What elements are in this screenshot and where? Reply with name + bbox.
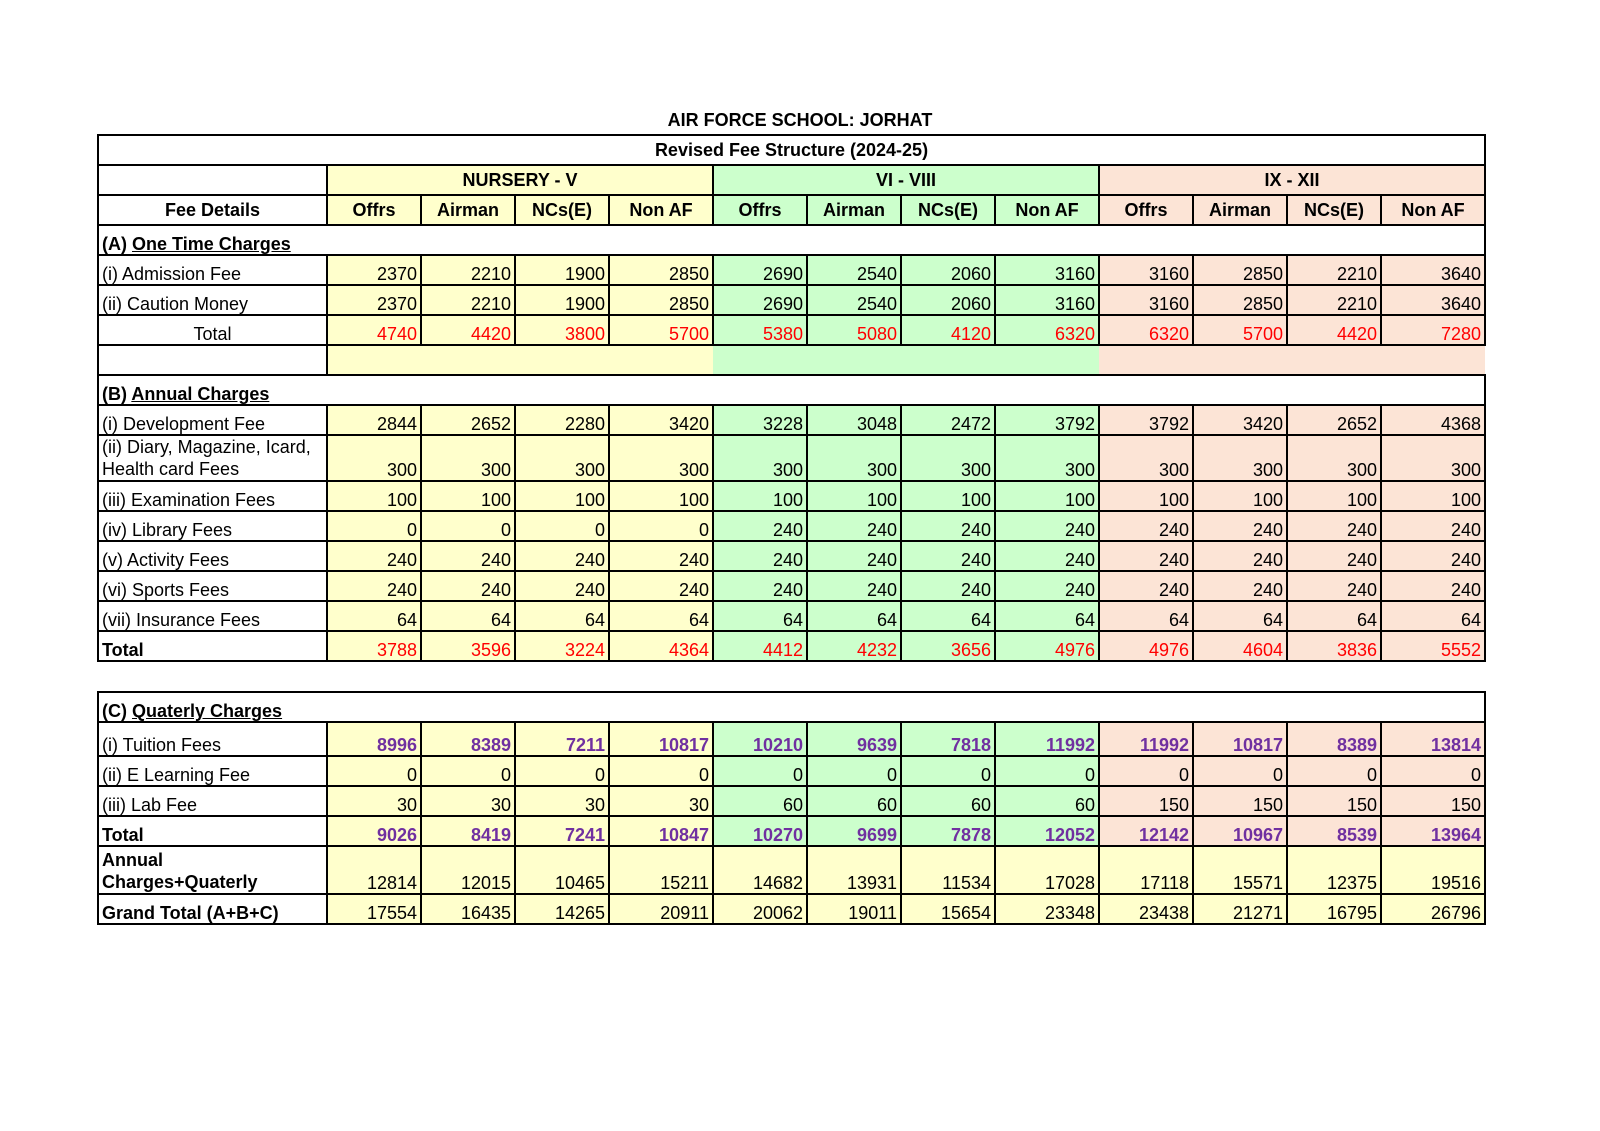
fee-value-cell: 0 (421, 511, 515, 541)
fee-value-cell: 300 (1099, 435, 1193, 481)
spacer-cell (515, 345, 609, 375)
fee-value-cell: 4604 (1193, 631, 1287, 661)
fee-value-cell: 100 (1193, 481, 1287, 511)
fee-value-cell: 2280 (515, 405, 609, 435)
fee-value-cell: 0 (327, 511, 421, 541)
fee-value-cell: 240 (609, 541, 713, 571)
fee-value-cell: 240 (901, 541, 995, 571)
fee-value-cell: 2652 (421, 405, 515, 435)
fee-value-cell: 2690 (713, 255, 807, 285)
fee-value-cell: 4412 (713, 631, 807, 661)
fee-value-cell: 64 (1099, 601, 1193, 631)
category-header: Airman (807, 195, 901, 225)
fee-value-cell: 12015 (421, 846, 515, 894)
fee-value-cell: 3792 (1099, 405, 1193, 435)
row-label: (ii) Caution Money (98, 285, 327, 315)
fee-value-cell: 3836 (1287, 631, 1381, 661)
fee-value-cell: 17118 (1099, 846, 1193, 894)
section-a-prefix: (A) (102, 234, 127, 254)
fee-value-cell: 240 (995, 511, 1099, 541)
fee-value-cell: 3788 (327, 631, 421, 661)
fee-value-cell: 30 (515, 786, 609, 816)
fee-value-cell: 300 (1193, 435, 1287, 481)
fee-details-header: Fee Details (98, 195, 327, 225)
fee-row (98, 571, 1485, 601)
fee-value-cell: 3800 (515, 315, 609, 345)
fee-value-cell: 12814 (327, 846, 421, 894)
category-header: Offrs (713, 195, 807, 225)
fee-value-cell: 64 (1287, 601, 1381, 631)
fee-value-cell: 240 (1381, 571, 1485, 601)
fee-value-cell: 240 (1193, 511, 1287, 541)
category-header: Non AF (609, 195, 713, 225)
fee-value-cell: 17028 (995, 846, 1099, 894)
fee-row (98, 511, 1485, 541)
row-label: (iv) Library Fees (98, 511, 327, 541)
spacer-cell (713, 345, 807, 375)
section-b-body (98, 405, 1485, 661)
category-header: Offrs (327, 195, 421, 225)
fee-value-cell: 3048 (807, 405, 901, 435)
fee-structure-subtitle: Revised Fee Structure (2024-25) (98, 135, 1485, 165)
fee-value-cell: 240 (421, 541, 515, 571)
fee-value-cell: 14682 (713, 846, 807, 894)
fee-value-cell: 240 (327, 571, 421, 601)
fee-row (98, 756, 1485, 786)
fee-value-cell: 0 (1381, 756, 1485, 786)
fee-value-cell: 0 (327, 756, 421, 786)
fee-value-cell: 15571 (1193, 846, 1287, 894)
fee-value-cell: 2370 (327, 255, 421, 285)
fee-value-cell: 8419 (421, 816, 515, 846)
fee-value-cell: 64 (1193, 601, 1287, 631)
fee-value-cell: 300 (421, 435, 515, 481)
fee-value-cell: 240 (1099, 511, 1193, 541)
fee-value-cell: 4740 (327, 315, 421, 345)
fee-value-cell: 300 (807, 435, 901, 481)
fee-value-cell: 2850 (1193, 255, 1287, 285)
group-header-middle: VI - VIII (713, 165, 1099, 195)
fee-value-cell: 30 (327, 786, 421, 816)
fee-value-cell: 240 (1099, 571, 1193, 601)
fee-value-cell: 10270 (713, 816, 807, 846)
fee-value-cell: 240 (609, 571, 713, 601)
fee-value-cell: 240 (1193, 571, 1287, 601)
fee-value-cell: 3228 (713, 405, 807, 435)
fee-value-cell: 3160 (995, 285, 1099, 315)
fee-value-cell: 150 (1193, 786, 1287, 816)
quarterly-table (97, 691, 1486, 925)
fee-value-cell: 3224 (515, 631, 609, 661)
fee-value-cell: 150 (1099, 786, 1193, 816)
section-a-total-row (98, 315, 1485, 345)
fee-value-cell: 300 (327, 435, 421, 481)
fee-value-cell: 3160 (1099, 285, 1193, 315)
fee-value-cell: 3160 (995, 255, 1099, 285)
category-header: Offrs (1099, 195, 1193, 225)
fee-value-cell: 8389 (1287, 722, 1381, 756)
category-header: NCs(E) (1287, 195, 1381, 225)
fee-value-cell: 14265 (515, 894, 609, 924)
fee-value-cell: 300 (1287, 435, 1381, 481)
row-label: (i) Tuition Fees (98, 722, 327, 756)
spacer-cell (1099, 345, 1193, 375)
fee-value-cell: 3420 (609, 405, 713, 435)
fee-value-cell: 5552 (1381, 631, 1485, 661)
section-b-title: Annual Charges (131, 384, 270, 404)
fee-value-cell: 0 (609, 511, 713, 541)
fee-value-cell: 60 (901, 786, 995, 816)
fee-value-cell: 4976 (995, 631, 1099, 661)
fee-value-cell: 300 (995, 435, 1099, 481)
fee-value-cell: 0 (713, 756, 807, 786)
fee-value-cell: 23348 (995, 894, 1099, 924)
fee-value-cell: 4120 (901, 315, 995, 345)
annual-plus-quarterly-row (98, 846, 1485, 894)
section-a-title: One Time Charges (132, 234, 291, 254)
fee-value-cell: 8539 (1287, 816, 1381, 846)
fee-value-cell: 2850 (1193, 285, 1287, 315)
fee-value-cell: 240 (327, 541, 421, 571)
fee-table (97, 134, 1486, 662)
fee-value-cell: 64 (995, 601, 1099, 631)
fee-value-cell: 26796 (1381, 894, 1485, 924)
fee-value-cell: 60 (807, 786, 901, 816)
fee-value-cell: 30 (421, 786, 515, 816)
fee-value-cell: 0 (807, 756, 901, 786)
fee-value-cell: 4420 (421, 315, 515, 345)
category-header: NCs(E) (515, 195, 609, 225)
fee-row (98, 481, 1485, 511)
fee-value-cell: 0 (901, 756, 995, 786)
fee-value-cell: 4368 (1381, 405, 1485, 435)
fee-value-cell: 19516 (1381, 846, 1485, 894)
fee-value-cell: 240 (713, 571, 807, 601)
fee-row (98, 722, 1485, 756)
fee-value-cell: 240 (901, 571, 995, 601)
fee-value-cell: 150 (1287, 786, 1381, 816)
fee-value-cell: 3420 (1193, 405, 1287, 435)
fee-value-cell: 60 (713, 786, 807, 816)
fee-value-cell: 13814 (1381, 722, 1485, 756)
fee-value-cell: 7211 (515, 722, 609, 756)
spacer-label-cell (98, 345, 327, 375)
fee-value-cell: 64 (807, 601, 901, 631)
fee-value-cell: 16795 (1287, 894, 1381, 924)
group-header-senior: IX - XII (1099, 165, 1485, 195)
category-header: NCs(E) (901, 195, 995, 225)
fee-value-cell: 30 (609, 786, 713, 816)
fee-value-cell: 150 (1381, 786, 1485, 816)
fee-value-cell: 100 (1381, 481, 1485, 511)
fee-value-cell: 5700 (609, 315, 713, 345)
fee-value-cell: 9026 (327, 816, 421, 846)
section-c-body (98, 722, 1485, 924)
fee-value-cell: 240 (807, 511, 901, 541)
section-c-title: Quaterly Charges (132, 701, 283, 721)
row-label: (vi) Sports Fees (98, 571, 327, 601)
fee-value-cell: 3640 (1381, 255, 1485, 285)
fee-value-cell: 240 (901, 511, 995, 541)
row-label: (ii) Diary, Magazine, Icard, Health card Fees (98, 435, 327, 481)
fee-value-cell: 240 (1381, 541, 1485, 571)
fee-value-cell: 64 (713, 601, 807, 631)
fee-value-cell: 10847 (609, 816, 713, 846)
fee-value-cell: 3596 (421, 631, 515, 661)
fee-value-cell: 100 (1099, 481, 1193, 511)
group-header-nursery: NURSERY - V (327, 165, 713, 195)
category-header: Non AF (995, 195, 1099, 225)
row-label: Total (98, 631, 327, 661)
category-header: Airman (1193, 195, 1287, 225)
row-label: Grand Total (A+B+C) (98, 894, 327, 924)
fee-value-cell: 15654 (901, 894, 995, 924)
row-label: (i) Development Fee (98, 405, 327, 435)
row-label: Annual Charges+Quaterly (98, 846, 327, 894)
row-label: (iii) Lab Fee (98, 786, 327, 816)
fee-value-cell: 9699 (807, 816, 901, 846)
fee-row (98, 405, 1485, 435)
fee-value-cell: 0 (995, 756, 1099, 786)
row-label: Total (98, 315, 327, 345)
fee-value-cell: 300 (609, 435, 713, 481)
fee-value-cell: 240 (1193, 541, 1287, 571)
fee-value-cell: 0 (515, 511, 609, 541)
fee-value-cell: 12375 (1287, 846, 1381, 894)
fee-value-cell: 0 (421, 756, 515, 786)
category-header: Airman (421, 195, 515, 225)
fee-value-cell: 10967 (1193, 816, 1287, 846)
fee-value-cell: 240 (1287, 571, 1381, 601)
fee-value-cell: 11534 (901, 846, 995, 894)
fee-row (98, 541, 1485, 571)
fee-value-cell: 11992 (1099, 722, 1193, 756)
spacer-cell (1287, 345, 1381, 375)
row-label: Total (98, 816, 327, 846)
fee-value-cell: 240 (713, 541, 807, 571)
fee-value-cell: 240 (807, 541, 901, 571)
fee-value-cell: 7280 (1381, 315, 1485, 345)
fee-value-cell: 2850 (609, 255, 713, 285)
section-a-heading (98, 225, 1485, 255)
spacer-cell (609, 345, 713, 375)
fee-value-cell: 8996 (327, 722, 421, 756)
fee-value-cell: 2210 (1287, 255, 1381, 285)
spacer-cell (421, 345, 515, 375)
fee-value-cell: 2850 (609, 285, 713, 315)
fee-value-cell: 9639 (807, 722, 901, 756)
fee-value-cell: 3160 (1099, 255, 1193, 285)
fee-value-cell: 2540 (807, 255, 901, 285)
fee-value-cell: 100 (995, 481, 1099, 511)
fee-value-cell: 3792 (995, 405, 1099, 435)
fee-value-cell: 240 (995, 571, 1099, 601)
fee-value-cell: 23438 (1099, 894, 1193, 924)
fee-value-cell: 10817 (1193, 722, 1287, 756)
fee-value-cell: 5380 (713, 315, 807, 345)
fee-value-cell: 2060 (901, 285, 995, 315)
fee-value-cell: 64 (421, 601, 515, 631)
fee-value-cell: 100 (515, 481, 609, 511)
fee-value-cell: 21271 (1193, 894, 1287, 924)
fee-value-cell: 12052 (995, 816, 1099, 846)
fee-value-cell: 6320 (995, 315, 1099, 345)
fee-value-cell: 100 (713, 481, 807, 511)
fee-value-cell: 100 (609, 481, 713, 511)
fee-value-cell: 0 (515, 756, 609, 786)
fee-value-cell: 64 (609, 601, 713, 631)
row-label: (iii) Examination Fees (98, 481, 327, 511)
fee-value-cell: 7818 (901, 722, 995, 756)
school-title: AIR FORCE SCHOOL: JORHAT (667, 110, 933, 130)
section-b-total-row (98, 631, 1485, 661)
fee-value-cell: 0 (609, 756, 713, 786)
section-c-prefix: (C) (102, 701, 127, 721)
fee-row (98, 601, 1485, 631)
fee-value-cell: 16435 (421, 894, 515, 924)
fee-value-cell: 20062 (713, 894, 807, 924)
fee-value-cell: 2690 (713, 285, 807, 315)
section-b-prefix: (B) (102, 384, 127, 404)
fee-value-cell: 13964 (1381, 816, 1485, 846)
fee-value-cell: 0 (1193, 756, 1287, 786)
fee-value-cell: 240 (1287, 511, 1381, 541)
fee-value-cell: 4976 (1099, 631, 1193, 661)
fee-value-cell: 300 (713, 435, 807, 481)
spacer-cell (1193, 345, 1287, 375)
fee-value-cell: 10817 (609, 722, 713, 756)
fee-value-cell: 240 (1381, 511, 1485, 541)
fee-value-cell: 1900 (515, 285, 609, 315)
category-header: Non AF (1381, 195, 1485, 225)
fee-value-cell: 0 (1287, 756, 1381, 786)
fee-value-cell: 100 (901, 481, 995, 511)
row-label: (vii) Insurance Fees (98, 601, 327, 631)
fee-value-cell: 2370 (327, 285, 421, 315)
fee-value-cell: 240 (515, 541, 609, 571)
fee-value-cell: 60 (995, 786, 1099, 816)
fee-value-cell: 64 (515, 601, 609, 631)
fee-value-cell: 2210 (421, 285, 515, 315)
fee-value-cell: 2210 (421, 255, 515, 285)
fee-value-cell: 100 (1287, 481, 1381, 511)
spacer-cell (995, 345, 1099, 375)
fee-value-cell: 10465 (515, 846, 609, 894)
fee-value-cell: 2652 (1287, 405, 1381, 435)
fee-value-cell: 7241 (515, 816, 609, 846)
fee-value-cell: 64 (1381, 601, 1485, 631)
fee-value-cell: 8389 (421, 722, 515, 756)
blank-header-cell (98, 165, 327, 195)
fee-value-cell: 240 (1099, 541, 1193, 571)
fee-value-cell: 15211 (609, 846, 713, 894)
fee-value-cell: 4232 (807, 631, 901, 661)
section-c-heading (98, 692, 1485, 722)
fee-value-cell: 2540 (807, 285, 901, 315)
fee-value-cell: 240 (995, 541, 1099, 571)
fee-value-cell: 4364 (609, 631, 713, 661)
fee-value-cell: 100 (421, 481, 515, 511)
section-c-total-row (98, 816, 1485, 846)
fee-value-cell: 13931 (807, 846, 901, 894)
fee-value-cell: 0 (1099, 756, 1193, 786)
fee-value-cell: 300 (901, 435, 995, 481)
fee-value-cell: 1900 (515, 255, 609, 285)
fee-value-cell: 4420 (1287, 315, 1381, 345)
spacer-cell (327, 345, 421, 375)
fee-row (98, 435, 1485, 481)
fee-value-cell: 2060 (901, 255, 995, 285)
fee-value-cell: 64 (901, 601, 995, 631)
section-b-heading (98, 375, 1485, 405)
fee-value-cell: 300 (515, 435, 609, 481)
row-label: (v) Activity Fees (98, 541, 327, 571)
fee-value-cell: 100 (327, 481, 421, 511)
fee-value-cell: 100 (807, 481, 901, 511)
spacer-cell (1381, 345, 1485, 375)
fee-value-cell: 7878 (901, 816, 995, 846)
fee-value-cell: 64 (327, 601, 421, 631)
fee-value-cell: 240 (1287, 541, 1381, 571)
fee-value-cell: 2844 (327, 405, 421, 435)
fee-value-cell: 3656 (901, 631, 995, 661)
fee-row (98, 786, 1485, 816)
fee-value-cell: 12142 (1099, 816, 1193, 846)
grand-total-row (98, 894, 1485, 924)
spacer-cell (901, 345, 995, 375)
fee-value-cell: 240 (515, 571, 609, 601)
spacer-cell (807, 345, 901, 375)
fee-value-cell: 19011 (807, 894, 901, 924)
row-label: (ii) E Learning Fee (98, 756, 327, 786)
fee-value-cell: 2210 (1287, 285, 1381, 315)
fee-row (98, 285, 1485, 315)
fee-value-cell: 5080 (807, 315, 901, 345)
fee-value-cell: 300 (1381, 435, 1485, 481)
fee-value-cell: 11992 (995, 722, 1099, 756)
fee-value-cell: 5700 (1193, 315, 1287, 345)
fee-value-cell: 240 (421, 571, 515, 601)
section-a-body (98, 255, 1485, 345)
fee-value-cell: 3640 (1381, 285, 1485, 315)
fee-row (98, 255, 1485, 285)
fee-value-cell: 6320 (1099, 315, 1193, 345)
fee-value-cell: 10210 (713, 722, 807, 756)
fee-value-cell: 20911 (609, 894, 713, 924)
fee-value-cell: 240 (807, 571, 901, 601)
fee-value-cell: 17554 (327, 894, 421, 924)
fee-value-cell: 2472 (901, 405, 995, 435)
fee-value-cell: 240 (713, 511, 807, 541)
row-label: (i) Admission Fee (98, 255, 327, 285)
